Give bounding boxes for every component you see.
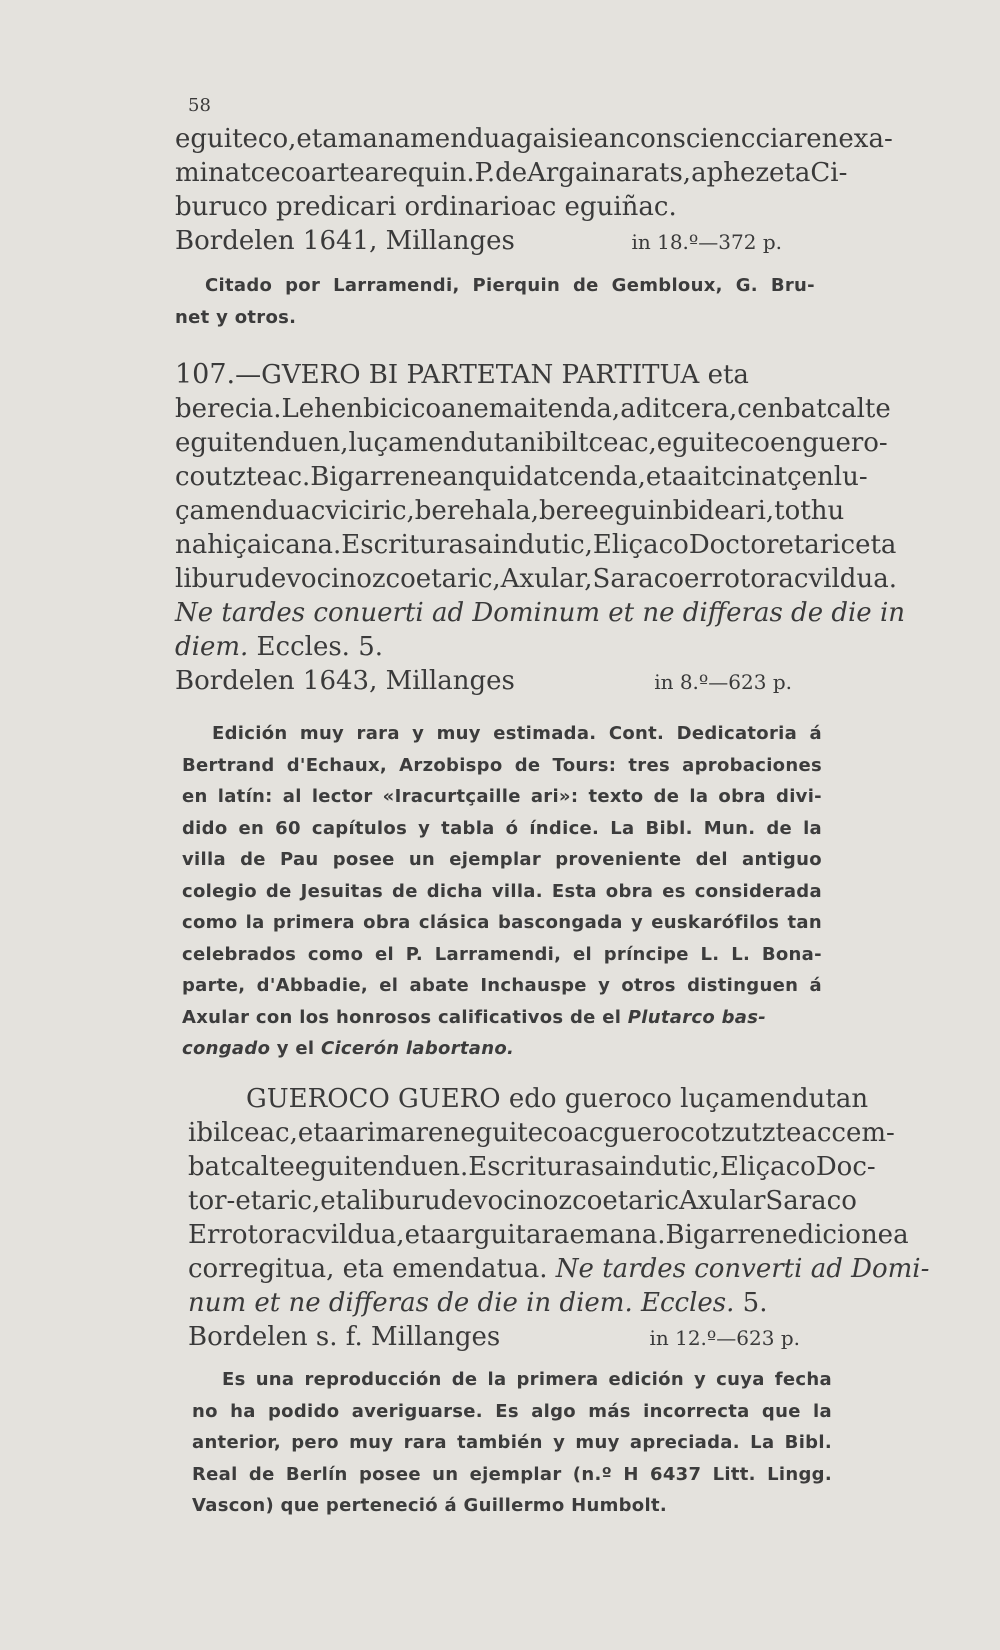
word: por [285,275,321,296]
word: aitcinatçen [687,462,834,492]
word: de [653,786,680,807]
word: Real [192,1463,238,1485]
word: lector [311,786,373,807]
entry-107-line-4 [175,460,868,494]
entry-108-line-7 [188,1286,830,1320]
word: ejemplar [449,849,542,870]
word: arguitara [445,1220,570,1250]
entry-107-note-line-2 [182,750,822,782]
word: bideari, [672,496,775,526]
word: calte [230,1152,295,1182]
entry-107-note-congado: congado [182,1038,271,1059]
entry-108-line-2 [188,1116,895,1150]
word: d'Echaux, [286,754,387,776]
word: berecia. [175,394,282,424]
word: también [457,1432,543,1453]
entry-107-line-2 [175,392,891,426]
word: cenbat [737,394,827,424]
word: muy [575,1432,620,1453]
word: rara [356,723,400,744]
word: P. [474,158,496,188]
word: un [432,1463,459,1485]
entry-108-note-line-4 [192,1459,832,1491]
word: de [573,275,599,296]
word: Eliçaco [592,530,689,560]
word: de [248,1463,275,1485]
word: capítulos [311,817,408,839]
entry-108-imprint-format: in 12.º—623 p. [649,1326,800,1350]
entry-108-latin-quote: Ne tardes converti ad Domi- [555,1254,930,1284]
word: co [175,462,206,492]
word: posee [358,1463,421,1485]
word: antiguo [742,849,822,870]
word: en [238,817,265,839]
word: á [809,723,822,744]
word: considerada [694,880,822,902]
entry-108-note [192,1364,832,1522]
word: rara [403,1432,447,1453]
word: utzteac [734,1118,832,1148]
word: la [813,1400,832,1422]
page-number: 58 [188,95,211,116]
word: dido [182,817,228,839]
word: eguiten [294,1152,395,1182]
word: Cont. [608,723,665,744]
word: Mun. [703,817,756,839]
word: Es [495,1400,519,1422]
word: latín: [217,786,273,807]
entry-107-line-5 [175,494,845,528]
word: edición [608,1369,684,1390]
word: Ci- [810,158,848,188]
word: minatceco [175,158,311,188]
entry-106-imprint [175,224,817,259]
entry-108-heading: GUEROCO GUERO edo gueroco luçamendutan [246,1084,869,1114]
entry-108-line-4 [188,1184,857,1218]
word: bascongada [498,912,623,933]
entry-107-line-6 [175,528,897,562]
entry-106-imprint-place: Bordelen 1641, Millanges [175,226,515,256]
word: dicha [426,880,483,902]
word: L. [700,943,720,965]
word: eguin [598,496,673,526]
word: La [610,817,635,839]
word: clásica [418,912,490,933]
word: Es [222,1369,246,1390]
entry-108-imprint-place: Bordelen s. f. Millanges [188,1322,501,1352]
word: ibilceac, [188,1118,298,1148]
entry-107-citation: Eccles. 5. [248,632,384,662]
word: gaisiean [515,124,626,154]
word: como [182,912,238,933]
word: colegio [182,880,257,902]
entry-107-note-ciceron: Cicerón labortano. [320,1038,515,1059]
entry-106-imprint-format: in 18.º—372 p. [631,230,782,254]
entry-108-line-6 [188,1252,930,1286]
word: etaric [778,530,856,560]
word: más [588,1400,631,1422]
entry-107-note-plutarco: Plutarco bas- [627,1006,767,1028]
word: Lingg. [767,1463,832,1485]
word: Litt. [712,1463,756,1485]
word: Inchauspe [480,975,587,996]
word: Bibl. [645,817,693,839]
word: y [418,817,431,839]
word: primera [516,1369,599,1390]
entry-107-imprint-place: Bordelen 1643, Millanges [175,666,515,696]
word: Esta [551,880,597,902]
word: príncipe [603,943,689,965]
word: en [182,786,208,807]
word: manamendua [337,124,516,154]
entry-108-note-line-5: Vascon) que perteneció á Guillermo Humbolt. [192,1495,667,1516]
entry-107-note-line-10-text: Axular con los honrosos calificativos de el [182,1006,628,1028]
word: L. [731,943,751,965]
word: guero- [802,428,888,458]
word: posee [332,849,395,870]
word: una [255,1369,295,1390]
word: el [379,975,399,996]
word: vildua, [316,1220,405,1250]
word: no [192,1400,218,1422]
word: Pau [279,849,319,870]
word: emaitenda, [473,394,621,424]
word: anterior, [192,1432,281,1453]
word: la [689,786,709,807]
word: tan [787,912,822,933]
word: el [572,943,592,965]
word: índice. [529,817,600,839]
word: Doctor [688,530,779,560]
word: bat [188,1152,231,1182]
entry-108-note-line-1 [222,1364,832,1396]
word: Argainarats, [527,158,692,188]
entry-107-note-line-11 [182,1033,822,1065]
word: duen. [394,1152,469,1182]
word: quidatcenda, [474,462,646,492]
word: obra [363,912,411,933]
entry-108-imprint [188,1320,830,1355]
word: Bibl. [784,1432,832,1453]
word: Eliçaco [719,1152,816,1182]
word: Lehenbicicoan [281,394,474,424]
word: obra [605,880,654,902]
word: nahiçaicana. [175,530,342,560]
entry-106-continuation [175,122,893,259]
word: de [265,880,292,902]
word: del [695,849,728,870]
word: liburu [361,1186,441,1216]
word: arimaren [339,1118,461,1148]
entry-107-latin-end [175,630,817,664]
word: duen, [274,428,349,458]
word: Saraco [765,1186,857,1216]
word: de [240,849,266,870]
word: muy [299,723,345,744]
entry-108-line-6-text: corregitua, eta emendatua. [188,1254,556,1284]
word: emana. [569,1220,666,1250]
word: ibiltceac, [536,428,657,458]
word: texto [588,786,644,807]
word: Tours: [552,754,617,776]
word: eta [855,530,897,560]
entry-107-title: —GVERO BI PARTETAN PARTITUA eta [235,360,749,390]
word: algo [531,1400,576,1422]
word: Axular, [500,564,593,594]
entry-107-note-line-8 [182,939,822,971]
entry-107-number: 107. [175,359,236,390]
entry-106-note [175,270,815,333]
entry-108-line-3 [188,1150,876,1184]
word: muy [436,723,481,744]
word: es [662,880,686,902]
word: de [495,158,528,188]
word: viciric, [325,496,415,526]
word: 60 [275,817,301,839]
word: Larramendi, [333,275,460,296]
word: como [307,943,364,965]
word: tor-etaric, [188,1186,321,1216]
word: y [598,975,611,996]
entry-106-line-3: buruco predicari ordinarioac eguiñac. [175,192,677,222]
entry-107-note-line-3 [182,781,822,813]
entry-106-note-line-2: net y otros. [175,306,297,328]
word: (n.º [572,1463,613,1485]
word: edicionea [782,1220,909,1250]
word: Errotorac [188,1220,317,1250]
word: bere [538,496,599,526]
word: villa [182,849,226,870]
entry-108-note-line-2 [192,1396,832,1428]
word: estimada. [493,723,597,744]
entry-106-note-line-1 [205,270,815,302]
entry-107-note-line-1 [212,718,822,750]
word: eta [320,1186,362,1216]
word: Citado [205,275,273,296]
word: eguiten [175,428,275,458]
word: Axular [678,1186,766,1216]
word: de [451,1369,478,1390]
word: Escritura [468,1152,592,1182]
word: y [694,1369,707,1390]
entry-107-note-line-4 [182,813,822,845]
word: el [374,943,394,965]
word: en [769,428,803,458]
word: villa. [491,880,543,902]
word: á [809,975,822,996]
word: abate [409,975,470,996]
word: exa- [838,124,893,154]
word: Larramendi, [434,943,562,965]
entry-107-latin-last-word: diem. [175,632,249,662]
word: aditcera, [620,394,738,424]
entry-107 [175,358,906,699]
word: etaric, [415,564,501,594]
word: eta [645,462,688,492]
word: utzteac. [205,462,311,492]
word: eta [296,124,338,154]
word: y [553,1432,566,1453]
word: ó [505,817,519,839]
word: guerocotz [603,1118,735,1148]
word: la [245,912,265,933]
word: proveniente [555,849,682,870]
word: cem- [831,1118,895,1148]
entry-107-latin-quote: Ne tardes conuerti ad Dominum et ne differas de die in [175,598,906,628]
word: consciencciaren [625,124,839,154]
word: Arzobispo [399,754,503,776]
word: averiguarse. [351,1400,483,1422]
word: La [750,1432,775,1453]
word: al [282,786,302,807]
word: hala, [474,496,539,526]
entry-107-line-7 [175,562,897,596]
word: Edición [212,723,288,744]
entry-107-note-line-5 [182,844,822,876]
word: H [623,1463,639,1485]
word: otros [621,975,676,996]
word: Escritura [341,530,465,560]
entry-107-imprint [175,664,817,699]
word: artearequin. [310,158,475,188]
word: fecha [774,1369,832,1390]
word: podido [268,1400,340,1422]
word: calte [826,394,891,424]
word: liburu [175,564,255,594]
word: de [766,817,793,839]
word: bere [414,496,475,526]
entry-106-line-1 [175,122,893,156]
word: parte, [182,975,246,996]
entry-108-latin-end: num et ne differas de die in diem. Eccles. [188,1288,735,1318]
word: aprobaciones [682,754,822,776]
word: «Iracurtçaille [382,786,521,807]
word: eta [769,158,811,188]
word: Pierquin [472,275,561,296]
word: d'Abbadie, [256,975,368,996]
entry-107-note [182,718,822,1065]
word: que [761,1400,801,1422]
word: ari»: [530,786,579,807]
word: Saraco [592,564,684,594]
word: eguitecoac [460,1118,604,1148]
word: ha [230,1400,256,1422]
entry-107-line-3 [175,426,888,460]
word: lu- [833,462,868,492]
word: eguiteco, [175,124,297,154]
word: eguiteco [656,428,770,458]
word: devocinozcoetaric [440,1186,679,1216]
word: eta [404,1220,446,1250]
word: divi- [776,786,822,807]
word: G. [735,275,758,296]
entry-107-heading [175,358,817,392]
entry-107-note-line-9 [182,970,822,1002]
word: eta [297,1118,340,1148]
word: tothu [774,496,845,526]
word: aphez [691,158,770,188]
entry-107-note-line-6 [182,876,822,908]
entry-106-line-2 [175,156,848,190]
entry-108-citation: 5. [734,1288,768,1318]
word: saindutic, [464,530,593,560]
word: çamenduac [175,496,326,526]
word: de [392,880,418,902]
entry-108-note-line-3 [192,1427,832,1459]
word: Jesuitas [300,880,384,902]
word: Bru- [770,275,815,296]
word: distinguen [687,975,799,996]
word: devocinozco [254,564,416,594]
word: vildua. [808,564,897,594]
word: Bigarren [665,1220,783,1250]
word: saindutic, [591,1152,720,1182]
word: Dedicatoria [676,723,798,744]
word: Bigarrenean [310,462,475,492]
word: un [408,849,436,870]
entry-107-note-line-11-text: y el [270,1038,321,1059]
entry-107-note-line-7 [182,907,822,939]
word: incorrecta [643,1400,750,1422]
word: 6437 [650,1463,702,1485]
word: P. [405,943,424,965]
word: Bertrand [182,754,275,776]
word: de [514,754,541,776]
word: pero [291,1432,339,1453]
word: luçamendutan [348,428,537,458]
word: cuya [716,1369,765,1390]
word: tabla [441,817,495,839]
word: ejemplar [469,1463,562,1485]
entry-107-imprint-format: in 8.º—623 p. [654,670,792,694]
word: Berlín [285,1463,348,1485]
word: la [803,817,822,839]
word: celebrados [182,943,297,965]
word: tres [628,754,670,776]
word: Bona- [761,943,822,965]
word: euskarófilos [651,912,780,933]
word: errotorac [683,564,809,594]
word: muy [349,1432,394,1453]
word: la [487,1369,507,1390]
word: Doc- [815,1152,876,1182]
entry-107-note-line-10 [182,1002,822,1034]
word: reproducción [304,1369,442,1390]
word: y [412,723,425,744]
word: primera [272,912,355,933]
word: y [630,912,643,933]
word: apreciada. [629,1432,740,1453]
word: Gembloux, [611,275,723,296]
entry-108 [188,1082,930,1355]
entry-108-line-5 [188,1218,909,1252]
word: obra [718,786,766,807]
